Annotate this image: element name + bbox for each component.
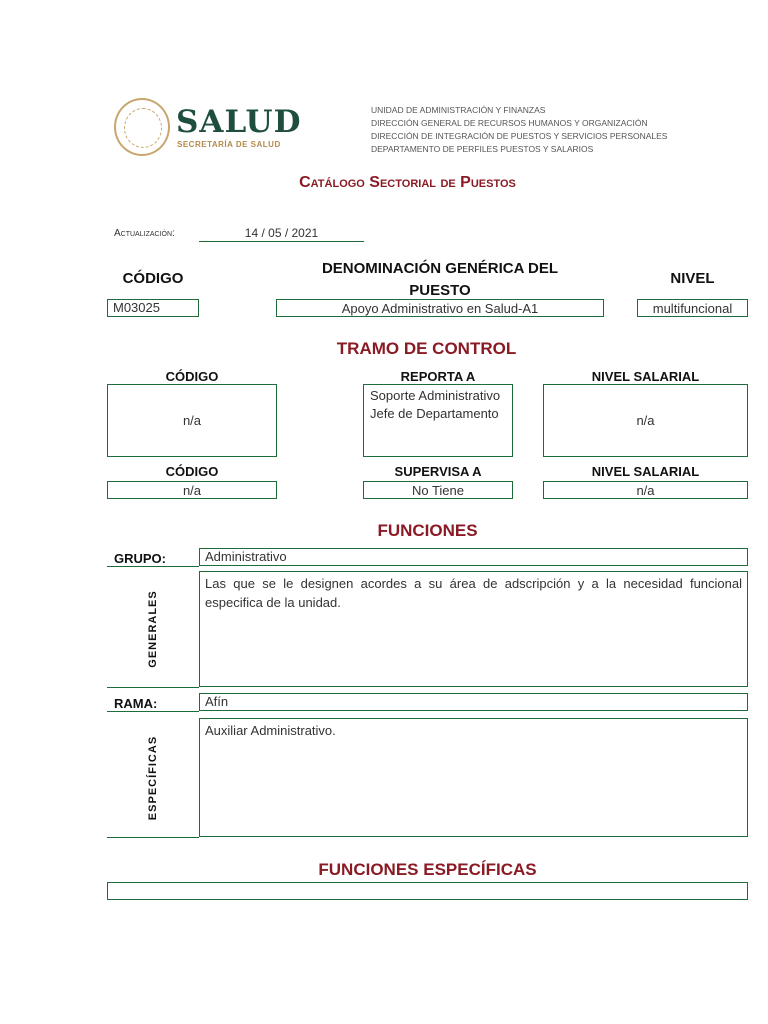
branch-underline xyxy=(107,711,199,712)
header-line: DEPARTAMENTO DE PERFILES PUESTOS Y SALARIOS xyxy=(371,144,594,154)
position-name-label: DENOMINACIÓN GENÉRICA DEL PUESTO xyxy=(321,260,559,299)
eagle-icon xyxy=(124,108,162,148)
reports-code-label: CÓDIGO xyxy=(165,369,219,384)
group-field: Administrativo xyxy=(199,548,748,566)
general-field: Las que se le designen acordes a su área de adscripción y a la necesidad funcional especifica de la unidad. xyxy=(199,571,748,687)
level-field: multifuncional xyxy=(637,299,748,317)
supervises-salary-label: NIVEL SALARIAL xyxy=(591,464,700,479)
document-title: Catálogo Sectorial de Puestos xyxy=(299,174,516,191)
branch-field: Afín xyxy=(199,693,748,711)
reports-salary-field: n/a xyxy=(543,384,748,457)
functions-title: FUNCIONES xyxy=(377,521,478,540)
specific-functions-field xyxy=(107,882,748,900)
code-label: CÓDIGO xyxy=(122,270,184,287)
code-field: M03025 xyxy=(107,299,199,317)
control-title: TRAMO DE CONTROL xyxy=(336,339,517,358)
seal-logo xyxy=(114,98,170,156)
header-line: UNIDAD DE ADMINISTRACIÓN Y FINANZAS xyxy=(371,105,546,115)
branch-label: RAMA: xyxy=(114,696,158,711)
supervises-code-field: n/a xyxy=(107,481,277,499)
header-line: DIRECCIÓN GENERAL DE RECURSOS HUMANOS Y ORGANIZACIÓN xyxy=(371,118,648,128)
header-line: DIRECCIÓN DE INTEGRACIÓN DE PUESTOS Y SERVICIOS PERSONALES xyxy=(371,131,668,141)
reports-code-field: n/a xyxy=(107,384,277,457)
specific-label: ESPECÍFICAS xyxy=(147,735,159,821)
group-label: GRUPO: xyxy=(114,551,166,566)
logo-salud: SALUD xyxy=(176,104,302,140)
reports-to-field: Soporte Administrativo Jefe de Departamento xyxy=(363,384,513,457)
specific-field: Auxiliar Administrativo. xyxy=(199,718,748,837)
level-label: NIVEL xyxy=(670,270,715,287)
group-underline xyxy=(107,566,199,567)
supervises-code-label: CÓDIGO xyxy=(165,464,219,479)
reports-salary-label: NIVEL SALARIAL xyxy=(591,369,700,384)
reports-to-label: REPORTA A xyxy=(400,369,476,384)
supervises-salary-field: n/a xyxy=(543,481,748,499)
update-label: Actualización: xyxy=(114,228,175,239)
update-value: 14 / 05 / 2021 xyxy=(199,226,364,242)
logo-subtitle: SECRETARÍA DE SALUD xyxy=(177,140,281,149)
header-institution-lines xyxy=(371,104,667,156)
specific-functions-title: FUNCIONES ESPECÍFICAS xyxy=(318,860,537,879)
supervises-label: SUPERVISA A xyxy=(394,464,482,479)
general-label: GENERALES xyxy=(147,590,159,668)
supervises-field: No Tiene xyxy=(363,481,513,499)
position-name-field: Apoyo Administrativo en Salud-A1 xyxy=(276,299,604,317)
